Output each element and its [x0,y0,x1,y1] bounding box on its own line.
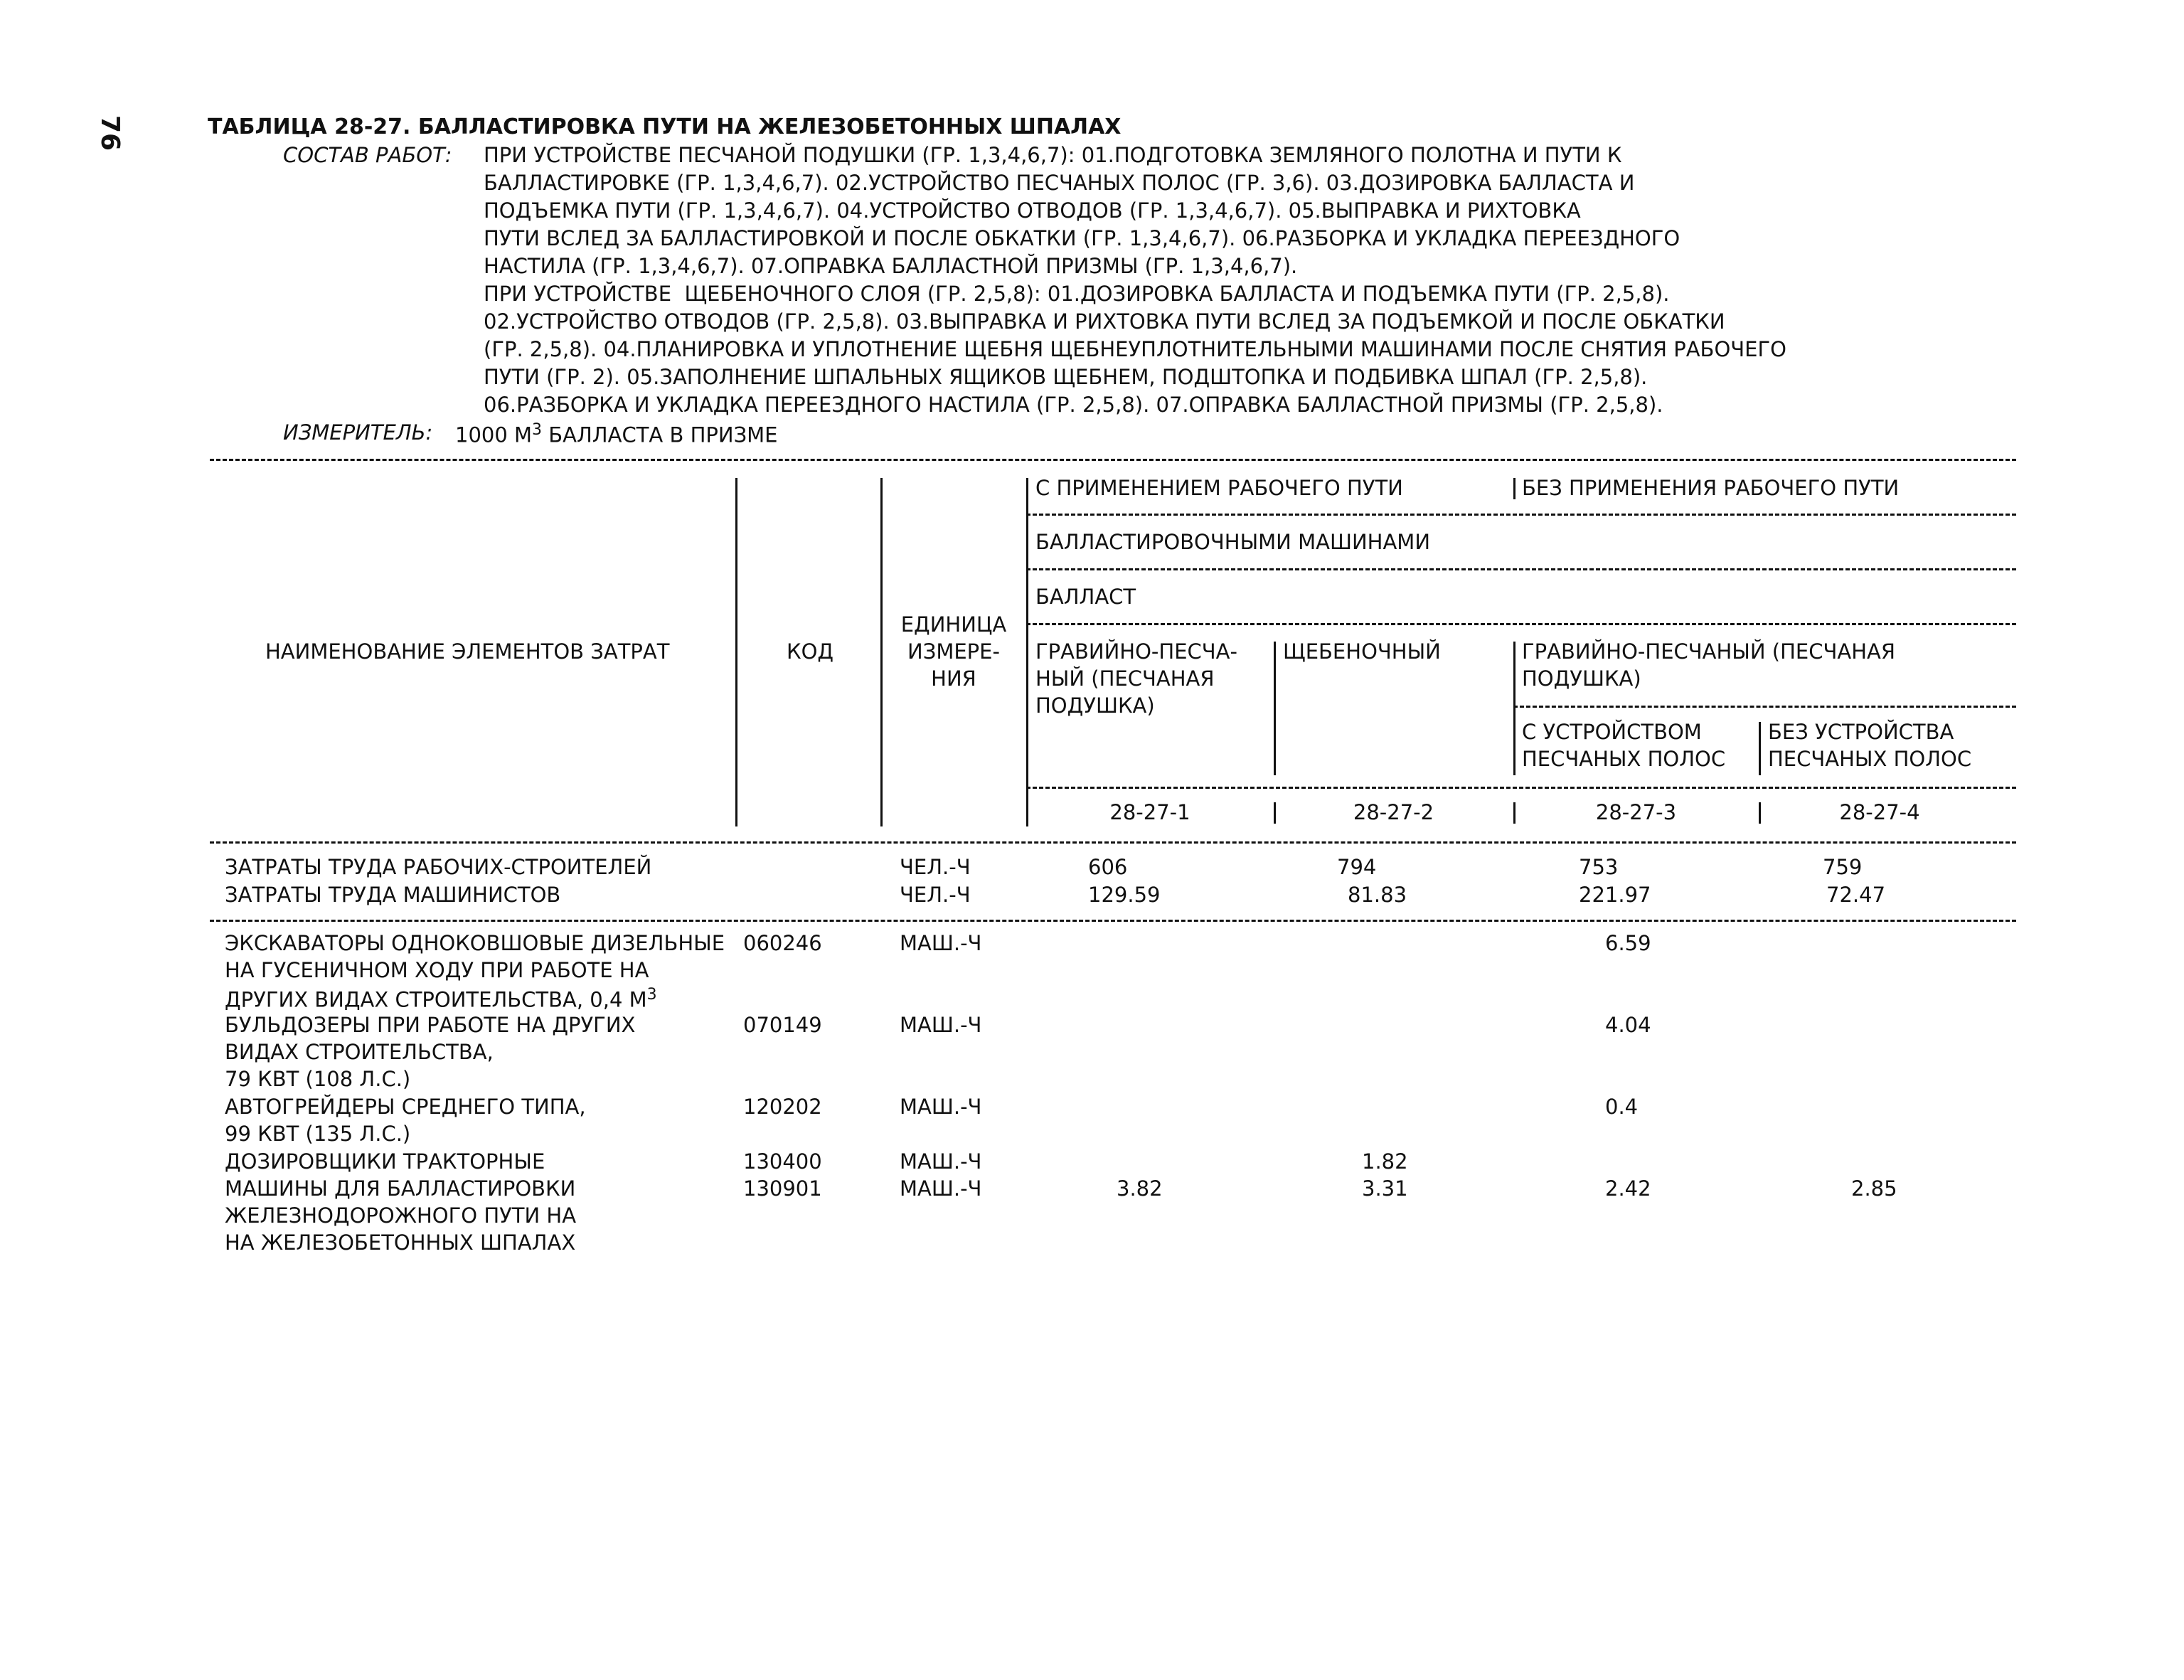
page-number: 76 [95,115,124,151]
measure-rest: БАЛЛАСТА В ПРИЗМЕ [542,422,778,447]
column-divider [1274,642,1276,775]
column-divider [1759,722,1761,775]
row-value-1: 3.82 [1117,1176,1163,1201]
work-line: НАСТИЛА (ГР. 1,3,4,6,7). 07.ОПРАВКА БАЛЛАСТНОЙ ПРИЗМЫ (ГР. 1,3,4,6,7). [484,254,1298,278]
row-name-superscript: 3 [646,986,657,1004]
row-name: 99 КВТ (135 Л.С.) [225,1122,411,1146]
header-name-column: НАИМЕНОВАНИЕ ЭЛЕМЕНТОВ ЗАТРАТ [265,639,670,664]
row-value-2: 794 [1337,855,1377,879]
header-gravel-sand-full-line: ПОДУШКА) [1522,666,1641,691]
header-gravel-sand-line: ПОДУШКА) [1035,693,1155,718]
work-line: ПРИ УСТРОЙСТВЕ ПЕСЧАНОЙ ПОДУШКИ (ГР. 1,3,4,6,7): 01.ПОДГОТОВКА ЗЕМЛЯНОГО ПОЛОТНА И ПУТИ К [484,143,1622,167]
header-rule [1513,706,2016,708]
header-unit-line: НИЯ [931,666,976,691]
header-rule [1026,623,2016,625]
header-ballast: БАЛЛАСТ [1035,585,1136,609]
row-name: НА ГУСЕНИЧНОМ ХОДУ ПРИ РАБОТЕ НА [225,958,649,982]
row-name: ЗАТРАТЫ ТРУДА МАШИНИСТОВ [225,883,561,907]
work-line: 06.РАЗБОРКА И УКЛАДКА ПЕРЕЕЗДНОГО НАСТИЛА (ГР. 2,5,8). 07.ОПРАВКА БАЛЛАСТНОЙ ПРИЗМЫ (ГР. 2,5,8). [484,393,1663,417]
header-without-strips-line: ПЕСЧАНЫХ ПОЛОС [1768,747,1972,771]
row-value-3: 2.42 [1605,1176,1651,1201]
row-value-4: 72.47 [1826,883,1886,907]
column-divider [735,478,737,826]
header-rule [1026,568,2016,570]
column-divider [1513,642,1516,775]
row-name: ВИДАХ СТРОИТЕЛЬСТВА, [225,1040,494,1064]
header-with-strips-line: С УСТРОЙСТВОМ [1522,720,1702,744]
row-unit: МАШ.-Ч [900,1149,982,1174]
row-value-1: 129.59 [1088,883,1161,907]
row-code: 130400 [743,1149,822,1174]
row-name: ДОЗИРОВЩИКИ ТРАКТОРНЫЕ [225,1149,545,1174]
column-code-2: 28-27-2 [1353,800,1434,824]
work-line: ПОДЪЕМКА ПУТИ (ГР. 1,3,4,6,7). 04.УСТРОЙСТВО ОТВОДОВ (ГР. 1,3,4,6,7). 05.ВЫПРАВКА И РИХТОВКА [484,198,1581,223]
header-gravel-sand-full-line: ГРАВИЙНО-ПЕСЧАНЫЙ (ПЕСЧАНАЯ [1522,639,1896,664]
row-name: АВТОГРЕЙДЕРЫ СРЕДНЕГО ТИПА, [225,1095,586,1119]
header-unit-line: ИЗМЕРЕ- [907,639,1000,664]
row-name [225,987,657,1011]
row-value-3: 0.4 [1605,1095,1639,1119]
header-crushed-stone: ЩЕБЕНОЧНЫЙ [1283,639,1441,664]
row-unit: ЧЕЛ.-Ч [900,855,971,879]
row-value-3: 753 [1579,855,1619,879]
row-name: ЭКСКАВАТОРЫ ОДНОКОВШОВЫЕ ДИЗЕЛЬНЫЕ [225,931,725,955]
table-top-rule [210,459,2016,461]
row-value-2: 81.83 [1348,883,1407,907]
header-with-strips-line: ПЕСЧАНЫХ ПОЛОС [1522,747,1726,771]
row-value-3: 221.97 [1579,883,1651,907]
section-rule [210,920,2016,922]
row-value-1: 606 [1088,855,1128,879]
work-line: (ГР. 2,5,8). 04.ПЛАНИРОВКА И УПЛОТНЕНИЕ ЩЕБНЯ ЩЕБНЕУПЛОТНИТЕЛЬНЫМИ МАШИНАМИ ПОСЛЕ СНЯТИЯ РАБОЧЕГО [484,337,1786,361]
row-code: 070149 [743,1013,822,1037]
column-code-4: 28-27-4 [1839,800,1920,824]
measure-label: ИЗМЕРИТЕЛЬ: [283,420,433,445]
row-unit: ЧЕЛ.-Ч [900,883,971,907]
header-bottom-rule [210,841,2016,844]
row-value-2: 3.31 [1362,1176,1408,1201]
header-gravel-sand-line: ГРАВИЙНО-ПЕСЧА- [1035,639,1237,664]
work-line: ПУТИ (ГР. 2). 05.ЗАПОЛНЕНИЕ ШПАЛЬНЫХ ЯЩИКОВ ЩЕБНЕМ, ПОДШТОПКА И ПОДБИВКА ШПАЛ (ГР. 2,5,8). [484,365,1648,389]
table-title: ТАБЛИЦА 28-27. БАЛЛАСТИРОВКА ПУТИ НА ЖЕЛЕЗОБЕТОННЫХ ШПАЛАХ [208,115,1122,139]
row-name: БУЛЬДОЗЕРЫ ПРИ РАБОТЕ НА ДРУГИХ [225,1013,636,1037]
header-gravel-sand-line: НЫЙ (ПЕСЧАНАЯ [1035,666,1215,691]
header-with-work-track: С ПРИМЕНЕНИЕМ РАБОЧЕГО ПУТИ [1035,476,1403,500]
row-value-2: 1.82 [1362,1149,1408,1174]
row-code: 130901 [743,1176,822,1201]
column-divider [1026,478,1028,826]
header-code-column: КОД [787,639,834,664]
row-unit: МАШ.-Ч [900,1095,982,1119]
work-line: 02.УСТРОЙСТВО ОТВОДОВ (ГР. 2,5,8). 03.ВЫПРАВКА И РИХТОВКА ПУТИ ВСЛЕД ЗА ПОДЪЕМКОЙ И ПОСЛЕ ОБКАТКИ [484,309,1725,334]
row-value-3: 6.59 [1605,931,1651,955]
row-name: МАШИНЫ ДЛЯ БАЛЛАСТИРОВКИ [225,1176,576,1201]
work-line: БАЛЛАСТИРОВКЕ (ГР. 1,3,4,6,7). 02.УСТРОЙСТВО ПЕСЧАНЫХ ПОЛОС (ГР. 3,6). 03.ДОЗИРОВКА БАЛЛАСТА И [484,171,1635,195]
header-rule [1026,514,2016,516]
measure-superscript: 3 [532,421,543,439]
header-without-work-track: БЕЗ ПРИМЕНЕНИЯ РАБОЧЕГО ПУТИ [1522,476,1900,500]
row-unit: МАШ.-Ч [900,931,982,955]
row-unit: МАШ.-Ч [900,1176,982,1201]
row-name: ЖЕЛЕЗНОДОРОЖНОГО ПУТИ НА [225,1203,577,1228]
row-code: 120202 [743,1095,822,1119]
row-name: ЗАТРАТЫ ТРУДА РАБОЧИХ-СТРОИТЕЛЕЙ [225,855,652,879]
header-without-strips-line: БЕЗ УСТРОЙСТВА [1768,720,1954,744]
row-code: 060246 [743,931,822,955]
column-divider [880,478,883,826]
work-line: ПРИ УСТРОЙСТВЕ ЩЕБЕНОЧНОГО СЛОЯ (ГР. 2,5,8): 01.ДОЗИРОВКА БАЛЛАСТА И ПОДЪЕМКА ПУТИ (ГР. 2,5,8). [484,282,1670,306]
row-unit: МАШ.-Ч [900,1013,982,1037]
header-rule [1026,787,2016,789]
column-code-1: 28-27-1 [1109,800,1190,824]
row-value-4: 759 [1823,855,1863,879]
column-code-3: 28-27-3 [1595,800,1677,824]
row-name: 79 КВТ (108 Л.С.) [225,1067,411,1091]
measure-number: 1000 М [455,422,533,447]
header-unit-line: ЕДИНИЦА [900,612,1007,637]
row-value-4: 2.85 [1851,1176,1897,1201]
row-name-text: ДРУГИХ ВИДАХ СТРОИТЕЛЬСТВА, 0,4 М [225,987,647,1012]
row-value-3: 4.04 [1605,1013,1651,1037]
header-machines: БАЛЛАСТИРОВОЧНЫМИ МАШИНАМИ [1035,530,1431,554]
column-divider [1513,478,1516,499]
row-name: НА ЖЕЛЕЗОБЕТОННЫХ ШПАЛАХ [225,1230,576,1255]
work-line: ПУТИ ВСЛЕД ЗА БАЛЛАСТИРОВКОЙ И ПОСЛЕ ОБКАТКИ (ГР. 1,3,4,6,7). 06.РАЗБОРКА И УКЛАДКА ПЕРЕЕЗДНОГО [484,226,1680,250]
work-composition-label: СОСТАВ РАБОТ: [283,143,452,167]
measure-value [455,422,778,446]
